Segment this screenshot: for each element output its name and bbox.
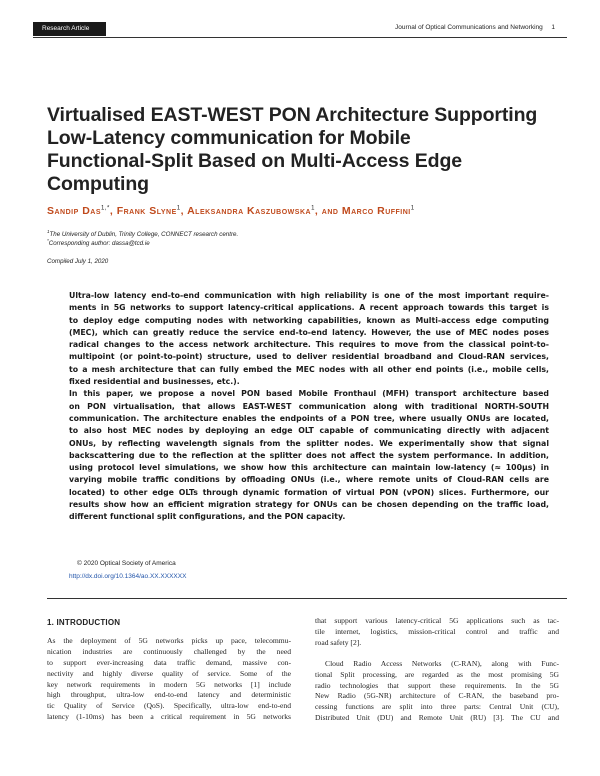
author-name: Sandip Das: [47, 205, 102, 217]
body-line: road safety [2].: [315, 637, 362, 647]
intro-column-right: [315, 616, 559, 724]
author-affil-sup: 1: [410, 205, 415, 212]
body-line: nectivity and highly diverse quality of service. Some of the: [47, 668, 291, 678]
abstract-line: varying mobile traffic conditions by offloading ONUs (i.e., where remote units of Cloud-RAN cells are: [69, 475, 549, 485]
paper-title: [47, 104, 567, 196]
author-affil-sup: 1: [176, 205, 181, 212]
intro-column-left: [47, 618, 291, 723]
author-affil-sup: 1,*: [101, 205, 110, 212]
article-type-tag: Research Article: [33, 22, 106, 36]
title-line: Computing: [47, 173, 149, 195]
abstract-line: Ultra-low latency end-to-end communication with high reliability is one of the most important require-: [69, 291, 549, 300]
body-line: key network requirements in modern 5G networks [1] include: [47, 679, 291, 689]
body-line: tile internet, logistics, mission-critical control and traffic and: [315, 626, 559, 636]
body-line: As the deployment of 5G networks picks up pace, telecommu-: [47, 635, 291, 645]
body-line: cessing functions are split into three parts: Central Unit (CU),: [315, 702, 559, 712]
abstract: [69, 290, 549, 524]
author-name: Frank Slyne: [116, 205, 177, 217]
page-number: 1: [551, 24, 555, 31]
body-line: radio technologies that support these requirements. In the 5G: [315, 680, 559, 690]
abstract-line: (MEC), which can greatly reduce the service end-to-end latency. However, the use of MEC nodes poses: [69, 327, 549, 337]
body-line: tic Quality of Service (QoS). Specifically, ultra-low end-to-end: [47, 701, 291, 711]
abstract-line: different functional split configurations, and the PON capacity.: [69, 512, 346, 522]
abstract-line: fixed residential and businesses, etc.).: [69, 377, 240, 387]
author-name: Aleksandra Kaszubowska: [187, 205, 312, 217]
corresponding-author: *Corresponding author: dassa@tcd.ie: [47, 238, 150, 248]
abstract-line: radical changes to the access network architecture. This requires to move from the classical point-to-: [69, 340, 549, 350]
abstract-line: results show how an efficient migration strategy for ONUs can be chosen depending on the traffic load,: [69, 500, 549, 510]
doi-link[interactable]: http://dx.doi.org/10.1364/ao.XX.XXXXXX: [69, 573, 187, 580]
running-header: [33, 22, 567, 38]
abstract-line: using protocol level simulations, we show how this architecture can maintain low-latency (≈ 100μs) in: [69, 463, 549, 473]
abstract-line: to also host MEC nodes by deploying an edge OLT capable of communicating directly with adjacent: [69, 426, 549, 436]
abstract-line: In this paper, we propose a novel PON based Mobile Fronthaul (MFH) transport architecture based: [69, 389, 549, 399]
section-heading: 1. INTRODUCTION: [47, 618, 121, 627]
author-name: and Marco Ruffini: [321, 205, 411, 217]
body-line: Distributed Unit (DU) and Remote Unit (RU) [3]. The CU and: [315, 713, 559, 723]
section-divider: [47, 598, 567, 599]
title-line: Virtualised EAST-WEST PON Architecture Supporting: [47, 104, 538, 126]
copyright-notice: © 2020 Optical Society of America: [77, 560, 176, 567]
abstract-line: multipoint (or point-to-point) structure, used to deliver residential broadband and Cloud-RAN services,: [69, 352, 549, 362]
abstract-line: on PON virtualisation, that allows EAST-WEST communication along with traditional NORTH-SOUTH: [69, 401, 549, 411]
body-line: that support various latency-critical 5G applications such as tac-: [315, 616, 559, 625]
body-line: nication industries are continuously challenged by the need: [47, 646, 291, 656]
body-line: New Radio (5G-NR) architecture of C-RAN, the baseband pro-: [315, 691, 559, 701]
body-line: high throughput, ultra-low end-to-end latency and deterministic: [47, 690, 291, 700]
body-line: latency (1-10ms) has been a critical requirement in 5G networks: [47, 712, 291, 722]
title-line: Low-Latency communication for Mobile: [47, 127, 411, 149]
title-line: Functional-Split Based on Multi-Access Edge: [47, 150, 462, 172]
abstract-line: located) to other edge OLTs through dynamic formation of virtual PON (vPON) slices. Furthermore, our: [69, 487, 549, 497]
abstract-line: to deploy edge computing nodes with networking capabilities, known as Multi-access edge computing: [69, 315, 549, 325]
body-line: tional Split processing, are regarded as the most promising 5G: [315, 669, 559, 679]
affiliation: $^1$The University of Dublin, Trinity College, CONNECT research centre.: [47, 229, 239, 239]
author-list: Sandip Das$^{1,*}$, Frank Slyne$^1$, Aleksandra Kaszubowska$^1$, and Marco Ruffini$^1$: [47, 205, 415, 217]
abstract-line: ONUs, by reflecting wavelength signals from the splitter nodes. We experimentally show that signal: [69, 438, 549, 448]
abstract-line: to a mesh architecture that can fully embed the MEC nodes with all other end points (i.e., mobile cells,: [69, 364, 549, 374]
abstract-line: backscattering due to the reflection at the splitter does not affect the system performance. In addition,: [69, 450, 549, 460]
compiled-date: Compiled July 1, 2020: [47, 258, 109, 265]
abstract-line: ments in 5G networks to support latency-critical applications. A recent approach towards this target is: [69, 303, 549, 313]
body-line: Cloud Radio Access Networks (C-RAN), along with Func-: [325, 658, 559, 668]
body-line: to support ever-increasing data traffic demand, massive con-: [47, 657, 291, 667]
abstract-line: communication. The architecture enables the endpoints of a PON tree, where usually ONUs are located,: [69, 413, 549, 423]
author-affil-sup: 1: [311, 205, 315, 212]
journal-name: Journal of Optical Communications and Networking: [395, 24, 543, 31]
